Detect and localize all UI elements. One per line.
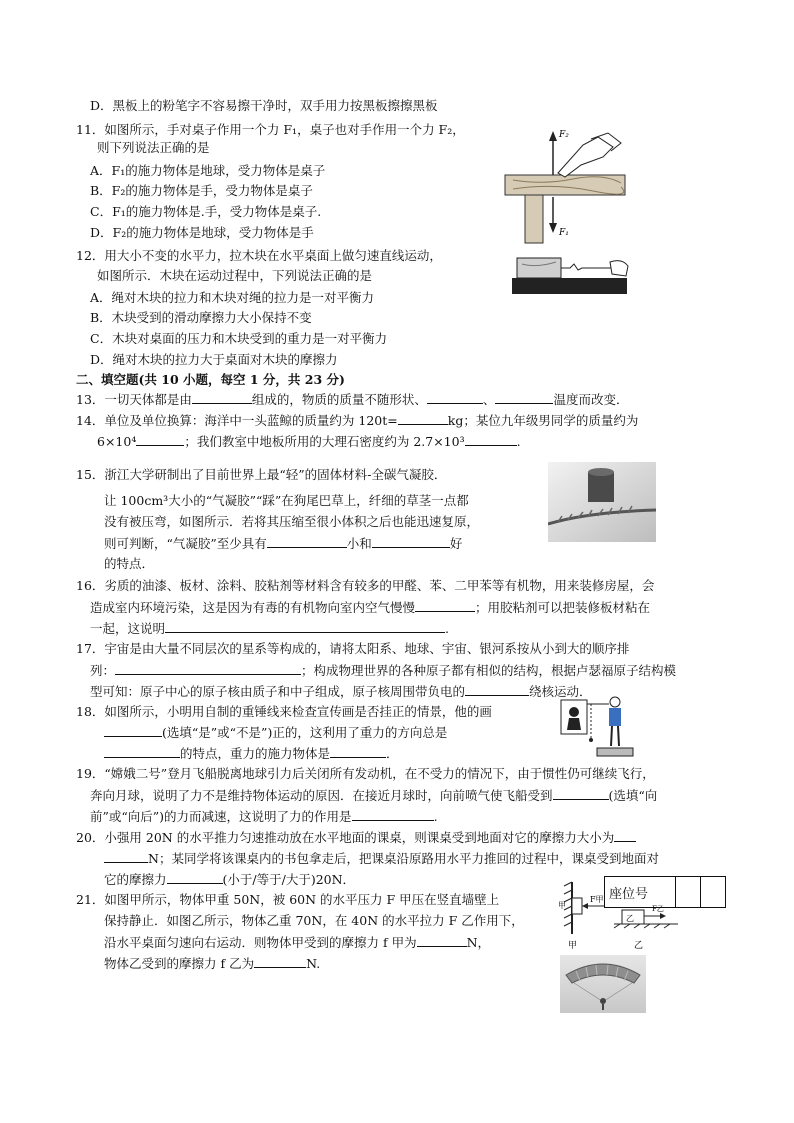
figure-yi-caption: 乙	[634, 941, 644, 950]
q19-line-1: 19．“嫦娥二号”登月飞船脱离地球引力后关闭所有发动机，在不受力的情况下，由于惯性仍可继续飞行，	[76, 766, 655, 781]
q18-blank-3[interactable]	[330, 745, 386, 758]
q16-blank-2[interactable]	[165, 620, 445, 633]
q13-blank-1[interactable]	[192, 391, 252, 404]
q11-option-c: C．F₁的施力物体是.手，受力物体是桌子.	[90, 204, 322, 219]
q11-stem-cont: 则下列说法正确的是	[97, 140, 210, 155]
q15-line-1: 15．浙江大学研制出了目前世界上最“轻”的固体材料-全碳气凝胶．	[76, 467, 447, 482]
q21-blank-1[interactable]	[417, 934, 467, 947]
q17-blank-1[interactable]	[115, 662, 301, 675]
q11-option-a: A．F₁的施力物体是地球，受力物体是桌子	[90, 163, 326, 178]
q19-line-2: 奔向月球，说明了力不是维持物体运动的原因．在接近月球时，向前喷气使飞船受到 (选填“向	[90, 788, 658, 803]
q21-force-figure	[558, 880, 718, 950]
q19-line-3: 前”或“向后”)的力而减速，这说明了力的作用是 .	[90, 809, 438, 824]
plumb-line-figure	[557, 694, 637, 760]
q15-line-5: 的特点．	[104, 556, 155, 571]
q14-blank-1[interactable]	[398, 412, 448, 425]
q21-line-4: 物体乙受到的摩擦力 f 乙为 N.	[104, 956, 321, 971]
q15-line-3: 没有被压弯，如图所示．若将其压缩至很小体积之后也能迅速复原，	[104, 514, 480, 529]
q20-blank-2[interactable]	[167, 871, 223, 884]
q20-line-2: N；某同学将该课桌内的书包拿走后，把课桌沿原路用水平力推回的过程中，课桌受到地面对	[104, 850, 659, 867]
q13-blank-2[interactable]	[427, 391, 483, 404]
q20-line-1: 20．小强用 20N 的水平推力匀速推动放在水平地面的课桌，则课桌受到地面对它的摩擦力大小为	[76, 829, 636, 846]
q16-line-2: 造成室内环境污染，这是因为有毒的有机物向室内空气慢慢 ；用胶粘剂可以把装修板材粘在	[90, 600, 651, 615]
f-jia-label: F甲	[590, 895, 604, 904]
jia-block-label: 甲	[558, 901, 566, 910]
q14-blank-2[interactable]	[136, 433, 184, 446]
q12-option-c: C．木块对桌面的压力和木块受到的重力是一对平衡力	[90, 331, 388, 346]
q21-line-3: 沿水平桌面匀速向右运动．则物体甲受到的摩擦力 f 甲为 N，	[104, 935, 491, 950]
q17-line-3: 型可知：原子中心的原子核由质子和中子组成，原子核周围带负电的 绕核运动．	[90, 684, 592, 699]
q20-blank-1a[interactable]	[614, 829, 636, 842]
q14-text-1: 14．单位及单位换算：海洋中一头蓝鲸的质量约为 120t= kg；某位九年级男同学的质量约为	[76, 413, 639, 428]
q18-line-1: 18．如图所示，小明用自制的重锤线来检查宣传画是否挂正的情景，他的画	[76, 704, 492, 719]
q14-text-2: 6×10⁴ ；我们教室中地板所用的大理石密度约为 2.7×10³ .	[97, 434, 521, 449]
q15-line-2: 让 100cm³大小的“气凝胶”“踩”在狗尾巴草上，纤细的草茎一点都	[104, 493, 469, 508]
q13-text: 13．一切天体都是由 组成的，物质的质量不随形状、 、 温度而改变．	[76, 392, 629, 407]
q19-blank-1[interactable]	[553, 787, 609, 800]
q18-blank-2[interactable]	[104, 745, 180, 758]
f1-label: F₁	[559, 228, 569, 238]
q17-line-2: 列： ；构成物理世界的各种原子都有相似的结构，根据卢瑟福原子结构模	[90, 663, 677, 678]
q14-blank-3[interactable]	[465, 433, 517, 446]
yi-block-label: 乙	[626, 914, 634, 923]
q21-line-1: 21．如图甲所示，物体甲重 50N，被 60N 的水平压力 F 甲压在竖直墙壁上	[76, 892, 500, 907]
q15-blank-1[interactable]	[267, 535, 347, 548]
q15-line-4: 则可判断，“气凝胶”至少具有 小和 好	[104, 536, 463, 551]
q11-option-d: D．F₂的施力物体是地球，受力物体是手	[90, 225, 314, 240]
q21-line-2: 保持静止．如图乙所示，物体乙重 70N，在 40N 的水平拉力 F 乙作用下，	[104, 913, 524, 928]
q17-blank-2[interactable]	[465, 683, 529, 696]
q11-stem: 11．如图所示，手对桌子作用一个力 F₁，桌子也对手作用一个力 F₂，	[76, 122, 465, 137]
q21-blank-2[interactable]	[254, 955, 306, 968]
q15-blank-2[interactable]	[372, 535, 450, 548]
q13-blank-3[interactable]	[495, 391, 553, 404]
f-yi-label: F乙	[652, 905, 664, 913]
q12-option-d: D．绳对木块的拉力大于桌面对木块的摩擦力	[90, 352, 338, 367]
q16-blank-1[interactable]	[415, 599, 475, 612]
parachute-photo	[560, 955, 646, 1013]
section-2-heading: 二、填空题(共 10 小题，每空 1 分，共 23 分)	[76, 372, 345, 387]
q16-line-3: 一起，这说明 .	[90, 621, 449, 636]
q10-option-d: D．黑板上的粉笔字不容易擦干净时，双手用力按黑板擦擦黑板	[90, 98, 438, 113]
q12-stem: 12．用大小不变的水平力，拉木块在水平桌面上做匀速直线运动，	[76, 248, 442, 263]
figure-jia-caption: 甲	[568, 941, 578, 950]
q12-option-b: B．木块受到的滑动摩擦力大小保持不变	[90, 310, 312, 325]
q11-option-b: B．F₂的施力物体是手，受力物体是桌子	[90, 183, 313, 198]
q19-blank-2[interactable]	[352, 808, 434, 821]
q12-block-figure	[512, 252, 632, 296]
seat-number-label: 座位号	[605, 877, 676, 908]
f2-label: F₂	[559, 130, 569, 140]
q20-blank-1b[interactable]	[104, 850, 148, 863]
q18-blank-1[interactable]	[104, 724, 162, 737]
q20-line-3: 它的摩擦力 (小于/等于/大于)20N．	[104, 872, 356, 887]
aerogel-photo	[548, 462, 656, 542]
q17-line-1: 17．宇宙是由大量不同层次的星系等构成的，请将太阳系、地球、宇宙、银河系按从小到大的顺序排	[76, 641, 630, 656]
q18-line-2: (选填“是”或“不是”)正的，这利用了重力的方向总是	[104, 724, 447, 741]
q16-line-1: 16．劣质的油漆、板材、涂料、胶粘剂等材料含有较多的甲醛、苯、二甲苯等有机物，用来装修房屋，会	[76, 578, 655, 593]
q18-line-3: 的特点，重力的施力物体是 ．	[104, 745, 399, 762]
q12-option-a: A．绳对木块的拉力和木块对绳的拉力是一对平衡力	[90, 290, 375, 305]
q11-hand-table-figure	[503, 125, 628, 245]
q12-stem-cont: 如图所示．木块在运动过程中，下列说法正确的是	[97, 268, 373, 283]
